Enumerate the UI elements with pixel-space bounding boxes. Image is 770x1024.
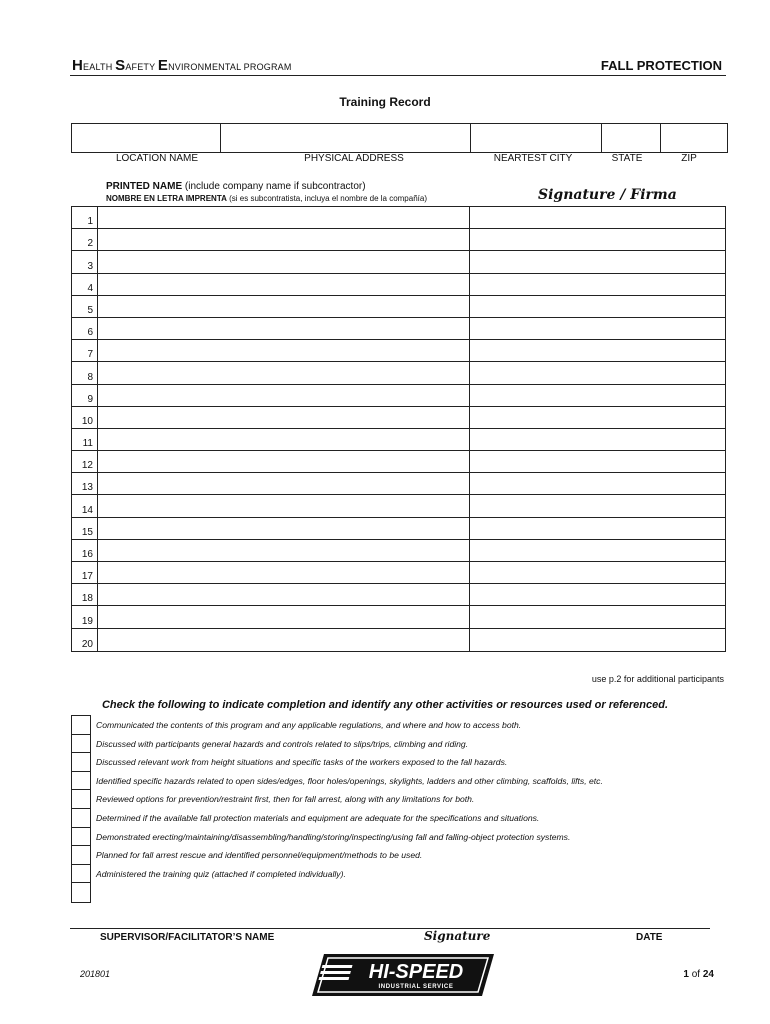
page-title: Training Record: [339, 95, 431, 109]
signature-cell[interactable]: [470, 518, 725, 539]
table-row: [72, 318, 725, 340]
printed-name-cell[interactable]: [98, 362, 470, 383]
table-row: [72, 584, 725, 606]
checklist-item: Reviewed options for prevention/restraint first, then for fall arrest, along with any limitations for both.: [96, 794, 475, 805]
checkbox[interactable]: [72, 883, 90, 902]
table-row: [72, 429, 725, 451]
row-number: 12: [72, 451, 98, 472]
checklist-title: Check the following to indicate completion and identify any other activities or resources used or referenced.: [101, 699, 669, 711]
location-name-label: LOCATION NAME: [115, 153, 199, 164]
header-divider: [70, 75, 726, 76]
checkbox[interactable]: [72, 716, 90, 735]
table-row: [72, 518, 725, 540]
checklist-item: Planned for fall arrest rescue and identified personnel/equipment/methods to be used.: [96, 850, 423, 861]
signature-cell[interactable]: [470, 584, 725, 605]
row-number: 18: [72, 584, 98, 605]
printed-name-cell[interactable]: [98, 540, 470, 561]
signature-cell[interactable]: [470, 407, 725, 428]
row-number: 4: [72, 274, 98, 295]
state-field[interactable]: [602, 124, 661, 152]
row-number: 11: [72, 429, 98, 450]
row-number: 3: [72, 251, 98, 272]
row-number: 16: [72, 540, 98, 561]
row-number: 19: [72, 606, 98, 627]
row-number: 13: [72, 473, 98, 494]
printed-name-cell[interactable]: [98, 518, 470, 539]
row-number: 9: [72, 385, 98, 406]
row-number: 5: [72, 296, 98, 317]
printed-name-es-label: NOMBRE EN LETRA IMPRENTA (si es subcontratista, incluya el nombre de la compañía): [106, 194, 427, 203]
signature-line: [70, 928, 710, 929]
printed-name-cell[interactable]: [98, 207, 470, 228]
row-number: 15: [72, 518, 98, 539]
table-row: [72, 385, 725, 407]
signature-cell[interactable]: [470, 318, 725, 339]
state-label: STATE: [611, 153, 643, 164]
row-number: 10: [72, 407, 98, 428]
signature-cell[interactable]: [470, 362, 725, 383]
checklist-item: Determined if the available fall protection materials and equipment are adequate for the specifications and situations.: [96, 813, 540, 823]
table-row: [72, 495, 725, 517]
row-number: 2: [72, 229, 98, 250]
checkbox[interactable]: [72, 809, 90, 828]
signature-cell[interactable]: [470, 629, 725, 651]
printed-name-cell[interactable]: [98, 274, 470, 295]
table-row: [72, 229, 725, 251]
table-row: [72, 629, 725, 651]
signature-cell[interactable]: [470, 251, 725, 272]
location-fields: [71, 123, 728, 153]
printed-name-cell[interactable]: [98, 318, 470, 339]
table-row: [72, 362, 725, 384]
printed-name-label: PRINTED NAME (include company name if subcontractor): [106, 181, 366, 192]
table-row: [72, 251, 725, 273]
table-row: [72, 451, 725, 473]
checklist-item: Discussed relevant work from height situations and specific tasks of the workers exposed to the fall hazards.: [96, 757, 508, 768]
location-name-field[interactable]: [72, 124, 221, 152]
checkbox[interactable]: [72, 735, 90, 754]
row-number: 20: [72, 629, 98, 651]
printed-name-cell[interactable]: [98, 385, 470, 406]
printed-name-cell[interactable]: [98, 629, 470, 651]
row-number: 14: [72, 495, 98, 516]
printed-name-cell[interactable]: [98, 606, 470, 627]
physical-address-label: PHYSICAL ADDRESS: [304, 153, 404, 164]
additional-participants-note: use p.2 for additional participants: [591, 674, 724, 684]
row-number: 7: [72, 340, 98, 361]
signature-cell[interactable]: [470, 207, 725, 228]
table-row: [72, 407, 725, 429]
signature-cell[interactable]: [470, 606, 725, 627]
row-number: 17: [72, 562, 98, 583]
checkbox[interactable]: [72, 846, 90, 865]
signature-cell[interactable]: [470, 562, 725, 583]
checkbox[interactable]: [72, 865, 90, 884]
printed-name-cell[interactable]: [98, 451, 470, 472]
printed-name-cell[interactable]: [98, 429, 470, 450]
participant-table: [71, 206, 726, 652]
row-number: 6: [72, 318, 98, 339]
printed-name-cell[interactable]: [98, 562, 470, 583]
signature-cell[interactable]: [470, 540, 725, 561]
checkbox[interactable]: [72, 753, 90, 772]
table-row: [72, 207, 725, 229]
checklist-item: Administered the training quiz (attached if completed individually).: [96, 868, 346, 879]
printed-name-cell[interactable]: [98, 340, 470, 361]
checklist-item: Demonstrated erecting/maintaining/disassembling/handling/storing/inspecting/using fall and falling-object protection systems.: [96, 831, 571, 842]
physical-address-field[interactable]: [221, 124, 471, 152]
printed-name-cell[interactable]: [98, 251, 470, 272]
checklist-item: Communicated the contents of this program and any applicable regulations, and where and how to access both.: [96, 720, 522, 730]
signature-cell[interactable]: [470, 473, 725, 494]
checkbox[interactable]: [72, 828, 90, 847]
signature-cell[interactable]: [470, 429, 725, 450]
printed-name-cell[interactable]: [98, 229, 470, 250]
program-title: HEALTH SAFETY ENVIRONMENTAL PROGRAM: [72, 57, 292, 74]
logo-main-text: HI-SPEED: [368, 961, 464, 983]
table-row: [72, 562, 725, 584]
signature-cell[interactable]: [470, 495, 725, 516]
table-row: [72, 274, 725, 296]
city-field[interactable]: [471, 124, 602, 152]
signature-cell[interactable]: [470, 340, 725, 361]
printed-name-cell[interactable]: [98, 584, 470, 605]
checklist-item: Discussed with participants general hazards and controls related to slips/trips, climbing and riding.: [96, 738, 469, 749]
printed-name-cell[interactable]: [98, 495, 470, 516]
signature-cell[interactable]: [470, 274, 725, 295]
signature-cell[interactable]: [470, 229, 725, 250]
company-logo: [310, 952, 494, 998]
signature-cell[interactable]: [470, 451, 725, 472]
table-row: [72, 473, 725, 495]
signature-cell[interactable]: [470, 296, 725, 317]
supervisor-signature-label: Signature: [424, 929, 491, 943]
checkbox[interactable]: [72, 772, 90, 791]
date-label: DATE: [636, 932, 663, 943]
printed-name-cell[interactable]: [98, 407, 470, 428]
city-label: NEARTEST CITY: [493, 153, 573, 164]
table-row: [72, 606, 725, 628]
checklist-item: Identified specific hazards related to open sides/edges, floor holes/openings, skylights, ladders and other climbing, scaffolds, lifts, etc.: [96, 775, 603, 786]
signature-header: Signature / Firma: [538, 187, 677, 203]
row-number: 1: [72, 207, 98, 228]
page-number: 1 of 24: [683, 969, 714, 980]
zip-field[interactable]: [661, 124, 727, 152]
printed-name-cell[interactable]: [98, 473, 470, 494]
checkbox-column: [71, 715, 91, 903]
signature-cell[interactable]: [470, 385, 725, 406]
table-row: [72, 540, 725, 562]
table-row: [72, 296, 725, 318]
logo-sub-text: INDUSTRIAL SERVICE: [378, 984, 454, 990]
supervisor-name-label: SUPERVISOR/FACILITATOR’S NAME: [100, 932, 275, 943]
checkbox[interactable]: [72, 790, 90, 809]
row-number: 8: [72, 362, 98, 383]
printed-name-cell[interactable]: [98, 296, 470, 317]
table-row: [72, 340, 725, 362]
document-code: 201801: [80, 969, 111, 979]
section-title: FALL PROTECTION: [600, 58, 722, 73]
zip-label: ZIP: [681, 153, 697, 164]
